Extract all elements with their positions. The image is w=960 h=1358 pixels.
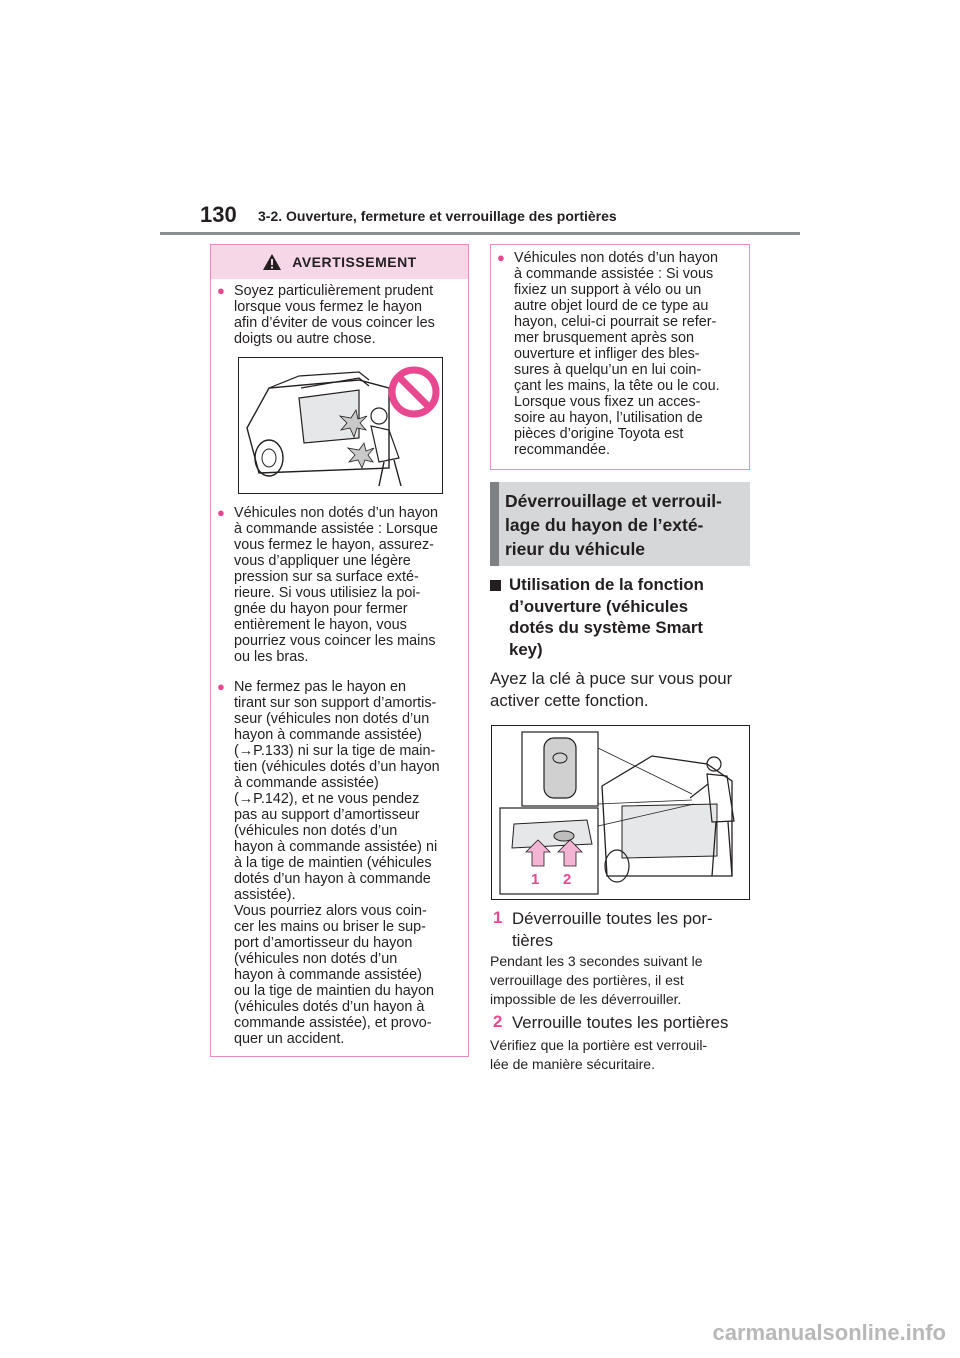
step-note: Vérifiez que la portière est verrouil- lée de manière sécuritaire. xyxy=(490,1037,708,1072)
bullet-dot-icon: ● xyxy=(217,679,225,694)
bullet-text: Véhicules non dotés d’un hayon à commande assistée : Si vous fixiez un support à vélo ou un autre objet lourd de ce type au hayon, celui-ci pourrait se refer- mer brusquement après son ouverture et infliger des bles- sures à quelqu’un en lui coin- çant les mains, la tête ou le cou. Lorsque vous fixez un acces- soire au hayon, l’utilisation de pièces d’origine Toyota est recommandée. xyxy=(514,250,720,458)
step-title: Verrouille toutes les portières xyxy=(512,1013,729,1032)
header-rule xyxy=(160,232,800,235)
bullet-text: Véhicules non dotés d’un hayon à commande assistée : Lorsque vous fermez le hayon, assurez- vous d’appliquer une légère pression sur sa surface exté- rieure. Si vous utilisiez la poi- gnée du hayon pour fermer entièrement le hayon, vous pourriez vous coincer les mains ou les bras. xyxy=(234,505,439,665)
step-note: Pendant les 3 secondes suivant le verrouillage des portières, il est impossible de les déverrouiller. xyxy=(490,953,703,1007)
illustration-label-2: 2 xyxy=(563,871,572,888)
bullet-dot-icon: ● xyxy=(217,505,225,520)
bullet-dot-icon: ● xyxy=(497,250,505,265)
subheading: Utilisation de la fonction d’ouverture (véhicules dotés du système Smart key) xyxy=(509,575,704,659)
warning-bullet-2 xyxy=(217,505,467,670)
warning-bullet-3 xyxy=(217,679,467,1049)
step-number: 2 xyxy=(493,1012,503,1031)
step-number: 1 xyxy=(493,908,503,927)
warning-box-left xyxy=(210,244,469,1057)
section-title: 3-2. Ouverture, fermeture et verrouillage des portières xyxy=(258,208,617,224)
watermark: carmanualsonline.info xyxy=(712,1320,946,1345)
section-heading: Déverrouillage et verrouil- lage du hayon de l’exté- rieur du véhicule xyxy=(505,491,722,559)
bullet-text: Soyez particulièrement prudent lorsque vous fermez le hayon afin d’éviter de vous coincer les doigts ou autre chose. xyxy=(234,283,435,347)
bullet-text: Ne fermez pas le hayon en tirant sur son support d’amortis- seur (véhicules non dotés d’un hayon à commande assistée) (→P.133) ni sur la tige de main- tien (véhicules dotés d’un hayon à commande assistée) (→P.142), et ne vous pendez pas au support d’amortisseur (véhicules non dotés d’un hayon à commande assistée) ni à la tige de maintien (véhicules dotés d’un hayon à commande assistée). Vous pourriez alors vous coin- cer les mains ou briser le sup- port d’amortisseur du hayon (véhicules non dotés d’un hayon à commande assistée) ou la tige de maintien du hayon (véhicules dotés d’un hayon à commande assistée), et provo- quer un accident. xyxy=(234,679,440,1047)
smart-key-illustration xyxy=(491,725,750,900)
intro-text: Ayez la clé à puce sur vous pour activer cette fonction. xyxy=(490,669,733,710)
bullet-dot-icon: ● xyxy=(217,283,225,298)
step-title: Déverrouille toutes les por- tières xyxy=(512,909,713,950)
warning-bullet-4 xyxy=(497,250,747,465)
warning-box-right xyxy=(490,244,750,470)
warning-header xyxy=(211,245,468,279)
warning-title: AVERTISSEMENT xyxy=(292,254,417,270)
tailgate-hazard-illustration xyxy=(238,357,443,494)
warning-triangle-icon xyxy=(262,253,282,271)
warning-bullet-1 xyxy=(217,283,467,353)
illustration-label-1: 1 xyxy=(531,871,540,888)
subheading-square-icon xyxy=(490,580,501,591)
page-number: 130 xyxy=(200,202,237,227)
section-heading-bar xyxy=(490,482,499,566)
car-tailgate-drawing xyxy=(239,358,442,493)
